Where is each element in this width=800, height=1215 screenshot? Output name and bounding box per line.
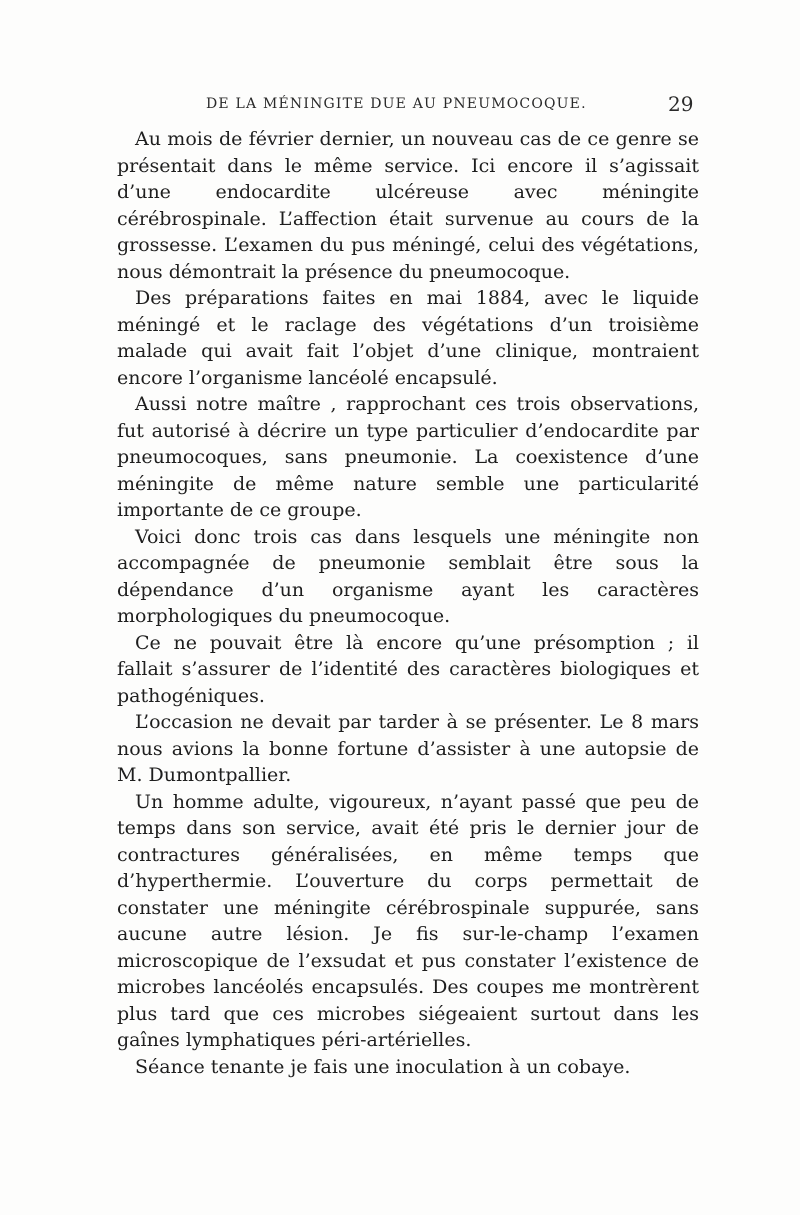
running-head: DE LA MÉNINGITE DUE AU PNEUMOCOQUE. (206, 96, 587, 112)
paragraph: L’occasion ne devait par tarder à se présenter. Le 8 mars nous avions la bonne fortune d’assister à une autopsie de M. Dumontpallier. (117, 711, 699, 786)
paragraph: Au mois de février dernier, un nouveau cas de ce genre se présentait dans le même service. Ici encore il s’agissait d’une endocardite ulcéreuse avec méningite cérébrospinale. L’affection était survenue au cours de la grossesse. L’examen du pus méningé, celui des végétations, nous démontrait la présence du pneumocoque. (117, 128, 699, 283)
paragraph: Séance tenante je fais une inoculation à un cobaye. (135, 1055, 631, 1078)
paragraph: Des préparations faites en mai 1884, avec le liquide méningé et le raclage des végétations d’un troisième malade qui avait fait l’objet d’une clinique, montraient encore l’organisme lancéolé encapsulé. (117, 287, 699, 389)
paragraph: Voici donc trois cas dans lesquels une méningite non accompagnée de pneumonie semblait être sous la dépendance d’un organisme ayant les caractères morphologiques du pneumocoque. (117, 525, 699, 627)
page-number: 29 (668, 92, 694, 116)
paragraph: Un homme adulte, vigoureux, n’ayant passé que peu de temps dans son service, avait été pris le dernier jour de contractures généralisées, en même temps que d’hyperthermie. L’ouverture du corps permettait de constater une méningite cérébrospinale suppurée, sans aucune autre lésion. Je fis sur-le-champ l’examen microscopique de l’exsudat et pus constater l’existence de microbes lancéolés encapsulés. Des coupes me montrèrent plus tard que ces microbes siégeaient surtout dans les gaînes lymphatiques péri-artérielles. (117, 790, 699, 1051)
body-text (117, 126, 699, 1080)
paragraph: Aussi notre maître , rapprochant ces trois observations, fut autorisé à décrire un type particulier d’endocardite par pneumocoques, sans pneumonie. La coexistence d’une méningite de même nature semble une particularité importante de ce groupe. (117, 393, 699, 521)
paragraph: Ce ne pouvait être là encore qu’une présomption ; il fallait s’assurer de l’identité des caractères biologiques et pathogéniques. (117, 631, 699, 707)
